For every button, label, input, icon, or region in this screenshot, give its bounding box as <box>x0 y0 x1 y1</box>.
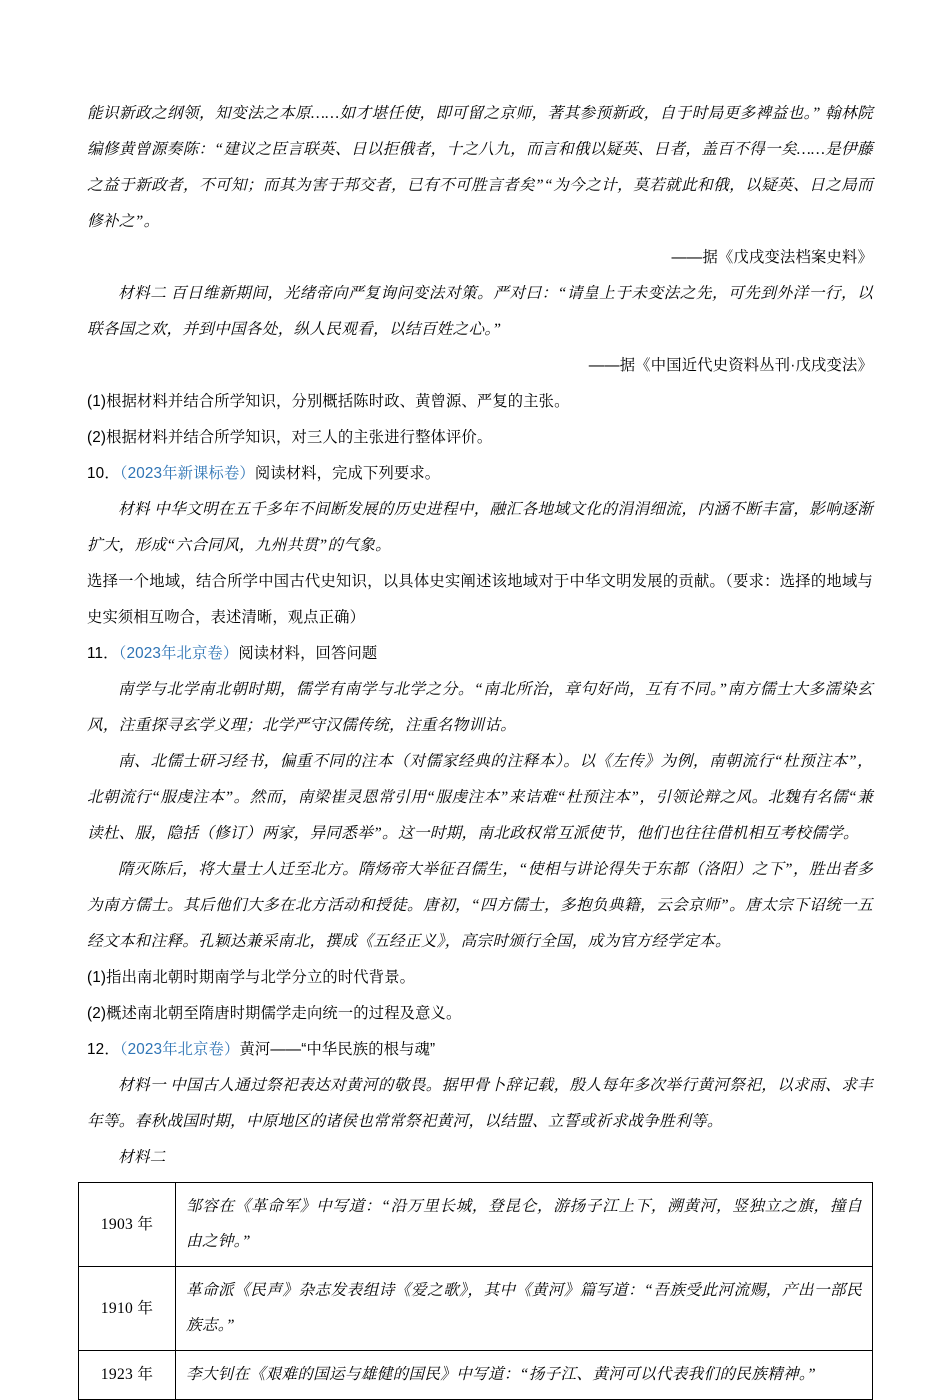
question-10-heading <box>87 456 873 492</box>
q10-material-paragraph: 材料 中华文明在五千多年不间断发展的历史进程中，融汇各地域文化的涓涓细流，内涵不断丰富，影响逐渐扩大，形成“六合同风，九州共贯”的气象。 <box>87 501 873 554</box>
q9-subquestion-2: (2)根据材料并结合所学知识，对三人的主张进行整体评价。 <box>87 429 493 446</box>
q11-paragraph-3: 隋灭陈后，将大量士人迁至北方。隋炀帝大举征召儒生，“使相与讲论得失于东都（洛阳）之下”，胜出者多为南方儒士。其后他们大多在北方活动和授徒。唐初，“四方儒士，多抱负典籍，云会京师”。唐太宗下诏统一五经文本和注释。孔颖达兼采南北，撰成《五经正义》，高宗时颁行全国，成为官方经学定本。 <box>87 861 873 950</box>
table-cell-quote: 李大钊在《艰难的国运与雄健的国民》中写道：“扬子江、黄河可以代表我们的民族精神。” <box>176 1351 873 1400</box>
question-10-exam-tag: （2023年新课标卷） <box>119 465 255 482</box>
table-cell-year: 1923 年 <box>79 1351 176 1400</box>
table-cell-year: 1910 年 <box>79 1267 176 1351</box>
question-11-number: 11． <box>87 645 119 662</box>
table-cell-quote: 邹容在《革命军》中写道：“沿万里长城，登昆仑，游扬子江上下，溯黄河，竖独立之旗，撞自由之钟。” <box>176 1183 873 1267</box>
question-10-stem: 阅读材料，完成下列要求。 <box>254 465 441 482</box>
table-row <box>79 1183 873 1267</box>
q9-material2-paragraph: 材料二 百日维新期间，光绪帝向严复询问变法对策。严对曰：“请皇上于未变法之先，可先到外洋一行，以联各国之欢，并到中国各处，纵人民观看，以结百姓之心。” <box>87 285 873 338</box>
page-content <box>87 96 873 1400</box>
q9-source2-attribution: ——据《中国近代史资料丛刊·戊戌变法》 <box>588 357 873 374</box>
q11-subquestion-2: (2)概述南北朝至隋唐时期儒学走向统一的过程及意义。 <box>87 1005 462 1022</box>
table-cell-quote: 革命派《民声》杂志发表组诗《爱之歌》，其中《黄河》篇写道：“吾族受此河流赐，产出一部民族志。” <box>176 1267 873 1351</box>
q9-subquestion-1: (1)根据材料并结合所学知识，分别概括陈时政、黄曾源、严复的主张。 <box>87 393 570 410</box>
question-11-exam-tag: （2023年北京卷） <box>118 645 239 662</box>
table-row <box>79 1351 873 1400</box>
question-12-exam-tag: （2023年北京卷） <box>119 1041 240 1058</box>
question-12-stem: 黄河——“中华民族的根与魂” <box>239 1041 436 1058</box>
material-table-body <box>79 1183 873 1400</box>
question-10-number: 10． <box>87 465 120 482</box>
q12-material1-paragraph: 材料一 中国古人通过祭祀表达对黄河的敬畏。据甲骨卜辞记载，殷人每年多次举行黄河祭祀，以求雨、求丰年等。春秋战国时期，中原地区的诸侯也常常祭祀黄河，以结盟、立誓或祈求战争胜利等。 <box>87 1077 873 1130</box>
table-cell-year: 1903 年 <box>79 1183 176 1267</box>
q11-subquestion-1: (1)指出南北朝时期南学与北学分立的时代背景。 <box>87 969 416 986</box>
question-12-heading <box>87 1032 873 1068</box>
material-two-table <box>78 1182 873 1400</box>
question-11-stem: 阅读材料，回答问题 <box>238 645 378 662</box>
question-12-number: 12． <box>87 1041 120 1058</box>
q9-material1-paragraph: 能识新政之纲领，知变法之本原……如才堪任使，即可留之京师，著其参预新政，自于时局更多裨益也。” 翰林院编修黄曾源奏陈：“建议之臣言联英、日以拒俄者，十之八九，而言和俄以疑英、日者，盖百不得一矣……是伊藤之益于新政者，不可知；而其为害于邦交者，已有不可胜言者矣”“为今之计，莫若就此和俄，以疑英、日之局而修补之”。 <box>87 105 873 230</box>
q11-paragraph-2: 南、北儒士研习经书，偏重不同的注本（对儒家经典的注释本）。以《左传》为例，南朝流行“杜预注本”，北朝流行“服虔注本”。然而，南梁崔灵恩常引用“服虔注本”来诘难“杜预注本”，引领论辩之风。北魏有名儒“兼读杜、服，隐括（修订）两家，异同悉举”。这一时期，南北政权常互派使节，他们也往往借机相互考校儒学。 <box>87 753 873 842</box>
q11-paragraph-1: 南学与北学南北朝时期，儒学有南学与北学之分。“南北所治，章句好尚，互有不同。”南方儒士大多濡染玄风，注重探寻玄学义理；北学严守汉儒传统，注重名物训诂。 <box>87 681 873 734</box>
q10-task-paragraph: 选择一个地域，结合所学中国古代史知识，以具体史实阐述该地域对于中华文明发展的贡献。（要求：选择的地域与史实须相互吻合，表述清晰，观点正确） <box>87 573 873 626</box>
question-11-heading <box>87 636 873 672</box>
table-row <box>79 1267 873 1351</box>
q9-source1-attribution: ——据《戊戌变法档案史料》 <box>671 249 873 266</box>
q12-material2-label: 材料二 <box>118 1149 166 1166</box>
